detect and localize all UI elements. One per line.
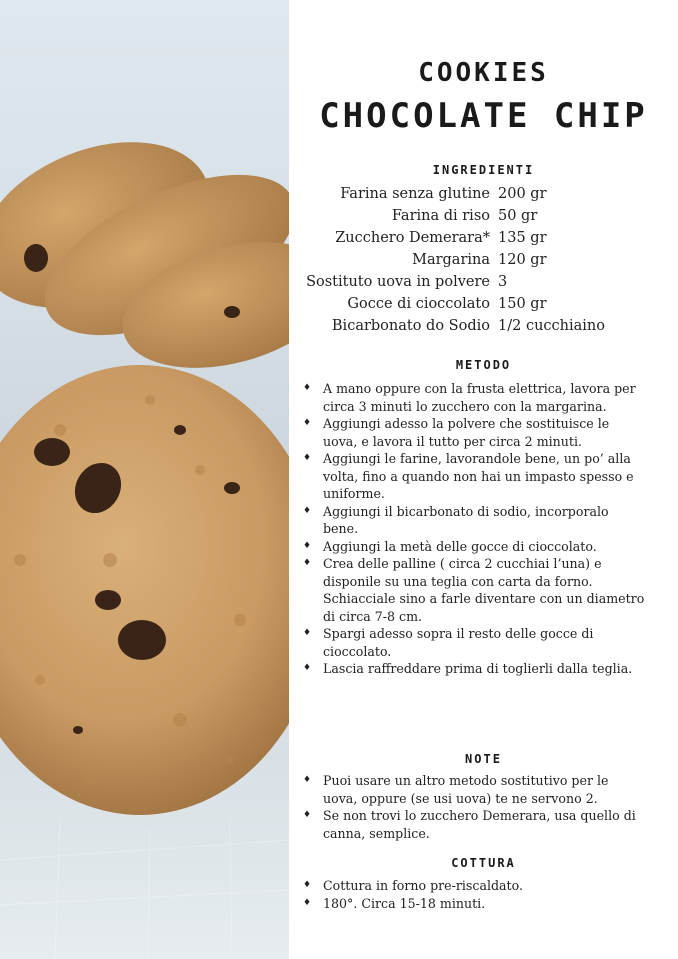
ingredient-qty: 1/2 cucchiaino <box>498 318 605 334</box>
note-item: ♦ Se non trovi lo zucchero Demerara, usa quello di canna, semplice. <box>303 808 636 841</box>
method-step: ♦ Aggiungi le farine, lavorandole bene, un po’ alla volta, fino a quando non hai un impasto spesso e uniforme. <box>303 451 634 501</box>
bullet-icon: ♦ <box>303 663 312 673</box>
notes-list <box>300 772 645 842</box>
recipe-title-line2: CHOCOLATE CHIP <box>319 96 648 136</box>
bullet-icon: ♦ <box>303 558 312 568</box>
method-step: ♦ Crea delle palline ( circa 2 cucchiai l’una) e disponile su una teglia con carta da forno. Schiacciale sino a farle diventare con un diametro di circa 7-8 cm. <box>303 556 645 624</box>
method-step: ♦ Aggiungi la metà delle gocce di cioccolato. <box>303 538 597 554</box>
bullet-icon: ♦ <box>303 505 312 516</box>
cooking-list <box>300 877 645 912</box>
cooking-item: ♦ Cottura in forno pre-riscaldato. <box>303 878 523 893</box>
ingredient-qty: 135 gr <box>498 230 547 246</box>
recipe-title-line1: COOKIES <box>418 58 549 88</box>
ingredient-row <box>300 315 660 337</box>
ingredient-row <box>300 183 660 205</box>
ingredient-name: Farina senza glutine <box>340 186 490 202</box>
notes-heading: NOTE <box>465 752 502 766</box>
bullet-icon: ♦ <box>303 628 312 638</box>
bullet-icon: ♦ <box>303 880 312 890</box>
ingredient-name: Sostituto uova in polvere <box>306 274 490 290</box>
bullet-icon: ♦ <box>303 453 312 463</box>
ingredient-row <box>300 271 660 293</box>
bullet-icon: ♦ <box>303 383 312 393</box>
ingredient-row <box>300 293 660 315</box>
ingredient-qty: 3 <box>498 274 508 290</box>
bullet-icon: ♦ <box>303 418 312 428</box>
ingredient-name: Farina di riso <box>391 208 490 224</box>
method-step: ♦ A mano oppure con la frusta elettrica, lavora per circa 3 minuti lo zucchero con la margarina. <box>303 381 636 414</box>
method-step: ♦ Aggiungi adesso la polvere che sostituisce le uova, e lavora il tutto per circa 2 minuti. <box>303 416 610 449</box>
method-step: ♦ Lascia raffreddare prima di toglierli dalla teglia. <box>303 661 633 676</box>
method-steps <box>300 380 645 678</box>
ingredient-qty: 50 gr <box>498 208 538 224</box>
note-item: ♦ Puoi usare un altro metodo sostitutivo per le uova, oppure (se usi uova) te ne servono 2. <box>303 773 609 806</box>
bullet-icon: ♦ <box>303 775 312 785</box>
ingredient-name: Zucchero Demerara* <box>335 230 490 246</box>
ingredient-qty: 150 gr <box>498 296 547 312</box>
cooking-item: ♦ 180°. Circa 15-18 minuti. <box>303 895 486 911</box>
ingredient-row <box>300 249 660 271</box>
cooking-heading: COTTURA <box>451 856 516 870</box>
bullet-icon: ♦ <box>303 810 312 820</box>
ingredients-heading: INGREDIENTI <box>432 163 535 177</box>
ingredient-qty: 120 gr <box>498 252 547 268</box>
ingredient-qty: 200 gr <box>498 186 547 202</box>
cookie-photo <box>0 0 289 959</box>
bullet-icon: ♦ <box>303 540 312 551</box>
ingredient-row <box>300 205 660 227</box>
bullet-icon: ♦ <box>303 897 312 908</box>
method-step: ♦ Spargi adesso sopra il resto delle gocce di cioccolato. <box>303 626 594 659</box>
ingredient-name: Margarina <box>412 252 490 268</box>
ingredient-name: Bicarbonato do Sodio <box>331 318 490 334</box>
ingredient-row <box>300 227 660 249</box>
method-step: ♦ Aggiungi il bicarbonato di sodio, incorporalo bene. <box>303 503 609 536</box>
method-heading: METODO <box>455 358 512 372</box>
cookie-front <box>0 365 289 815</box>
cookie-illustration <box>0 0 289 959</box>
ingredients-list <box>300 183 660 337</box>
ingredient-name: Gocce di cioccolato <box>347 296 490 312</box>
